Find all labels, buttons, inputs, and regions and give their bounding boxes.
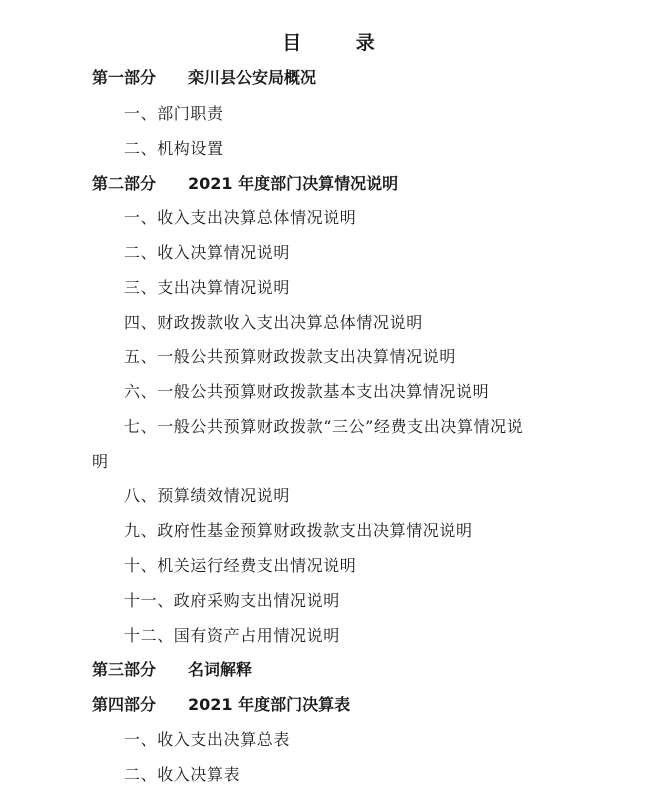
toc-item: 二、收入决算表 [124, 765, 241, 784]
toc-item: 二、机构设置 [124, 139, 224, 158]
toc-item: 六、一般公共预算财政拨款基本支出决算情况说明 [124, 382, 490, 401]
toc-item: 五、一般公共预算财政拨款支出决算情况说明 [124, 347, 457, 366]
toc-item: 三、支出决算情况说明 [124, 278, 291, 297]
part-label: 第四部分 [92, 695, 157, 714]
toc-title: 目 录 [282, 32, 399, 54]
part-label: 第三部分 [92, 660, 157, 679]
part-heading [92, 173, 398, 195]
toc-item: 二、收入决算情况说明 [124, 243, 291, 262]
toc-item: 九、政府性基金预算财政拨款支出决算情况说明 [124, 521, 473, 540]
part-name: 2021 年度部门决算情况说明 [188, 174, 399, 193]
part-name: 2021 年度部门决算表 [188, 695, 351, 714]
part-label: 第二部分 [92, 174, 157, 193]
toc-item: 八、预算绩效情况说明 [124, 486, 291, 505]
toc-item: 一、收入支出决算总体情况说明 [124, 208, 357, 227]
part-name: 栾川县公安局概况 [188, 68, 317, 87]
toc-item: 十二、国有资产占用情况说明 [124, 626, 340, 645]
part-heading [92, 659, 252, 681]
toc-item: 四、财政拨款收入支出决算总体情况说明 [124, 313, 423, 332]
part-heading [92, 67, 316, 89]
toc-item: 一、部门职责 [124, 104, 224, 123]
toc-item: 十一、政府采购支出情况说明 [124, 591, 340, 610]
toc-item-continuation: 明 [92, 452, 109, 471]
toc-item: 七、一般公共预算财政拨款“三公”经费支出决算情况说 [124, 417, 524, 436]
part-heading [92, 694, 350, 716]
toc-item: 十、机关运行经费支出情况说明 [124, 556, 357, 575]
part-label: 第一部分 [92, 68, 157, 87]
part-name: 名词解释 [188, 660, 253, 679]
toc-item: 一、收入支出决算总表 [124, 730, 291, 749]
